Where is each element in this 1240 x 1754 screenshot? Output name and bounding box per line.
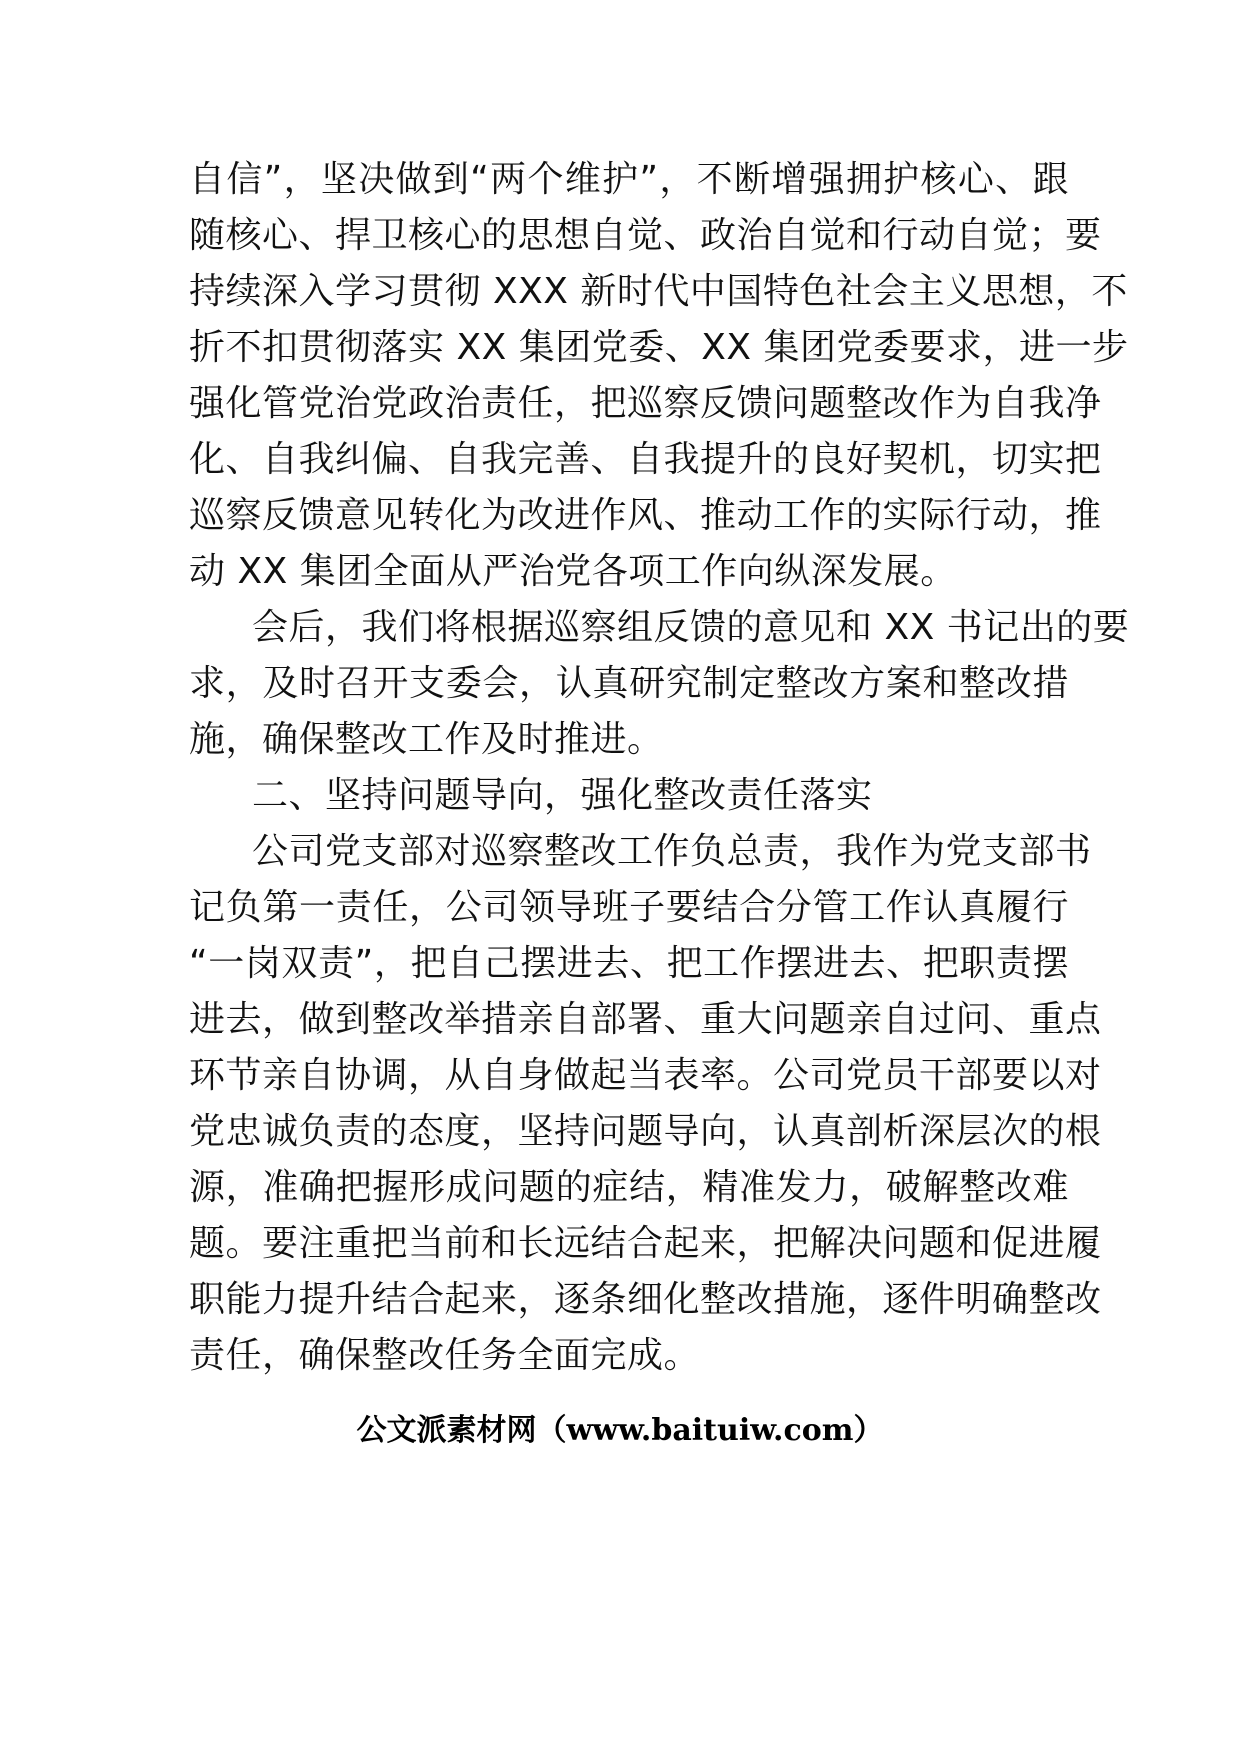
footer-watermark: 公文派素材网（www.baituiw.com） <box>356 1413 884 1448</box>
body-line: 强化管党治党政治责任，把巡察反馈问题整改作为自我净 <box>189 383 1102 424</box>
body-line: 源，准确把握形成问题的症结，精准发力，破解整改难 <box>189 1167 1069 1208</box>
body-line: 职能力提升结合起来，逐条细化整改措施，逐件明确整改 <box>189 1279 1102 1320</box>
body-line: 动 XX 集团全面从严治党各项工作向纵深发展。 <box>189 551 957 592</box>
body-line: 题。要注重把当前和长远结合起来，把解决问题和促进履 <box>189 1223 1102 1264</box>
body-line: 进去，做到整改举措亲自部署、重大问题亲自过问、重点 <box>189 999 1102 1040</box>
body-line: 化、自我纠偏、自我完善、自我提升的良好契机，切实把 <box>189 439 1102 480</box>
body-line: “一岗双责”，把自己摆进去、把工作摆进去、把职责摆 <box>189 943 1069 984</box>
paragraph-first-line: 公司党支部对巡察整改工作负总责，我作为党支部书 <box>252 831 1092 872</box>
body-line: 求，及时召开支委会，认真研究制定整改方案和整改措 <box>189 663 1069 704</box>
body-line: 记负第一责任，公司领导班子要结合分管工作认真履行 <box>189 887 1069 928</box>
body-line: 持续深入学习贯彻 XXX 新时代中国特色社会主义思想，不 <box>189 271 1128 312</box>
section-heading: 二、坚持问题导向，强化整改责任落实 <box>252 775 873 816</box>
body-line: 责任，确保整改任务全面完成。 <box>189 1335 701 1376</box>
body-line: 随核心、捍卫核心的思想自觉、政治自觉和行动自觉；要 <box>189 215 1102 256</box>
paragraph-first-line: 会后，我们将根据巡察组反馈的意见和 XX 书记出的要 <box>252 607 1130 648</box>
body-line: 环节亲自协调，从自身做起当表率。公司党员干部要以对 <box>189 1055 1102 1096</box>
body-line: 巡察反馈意见转化为改进作风、推动工作的实际行动，推 <box>189 495 1102 536</box>
body-line: 施，确保整改工作及时推进。 <box>189 719 664 760</box>
body-line: 折不扣贯彻落实 XX 集团党委、XX 集团党委要求，进一步 <box>189 327 1129 368</box>
body-line: 党忠诚负责的态度，坚持问题导向，认真剖析深层次的根 <box>189 1111 1102 1152</box>
body-line: 自信”，坚决做到“两个维护”，不断增强拥护核心、跟 <box>189 159 1069 200</box>
